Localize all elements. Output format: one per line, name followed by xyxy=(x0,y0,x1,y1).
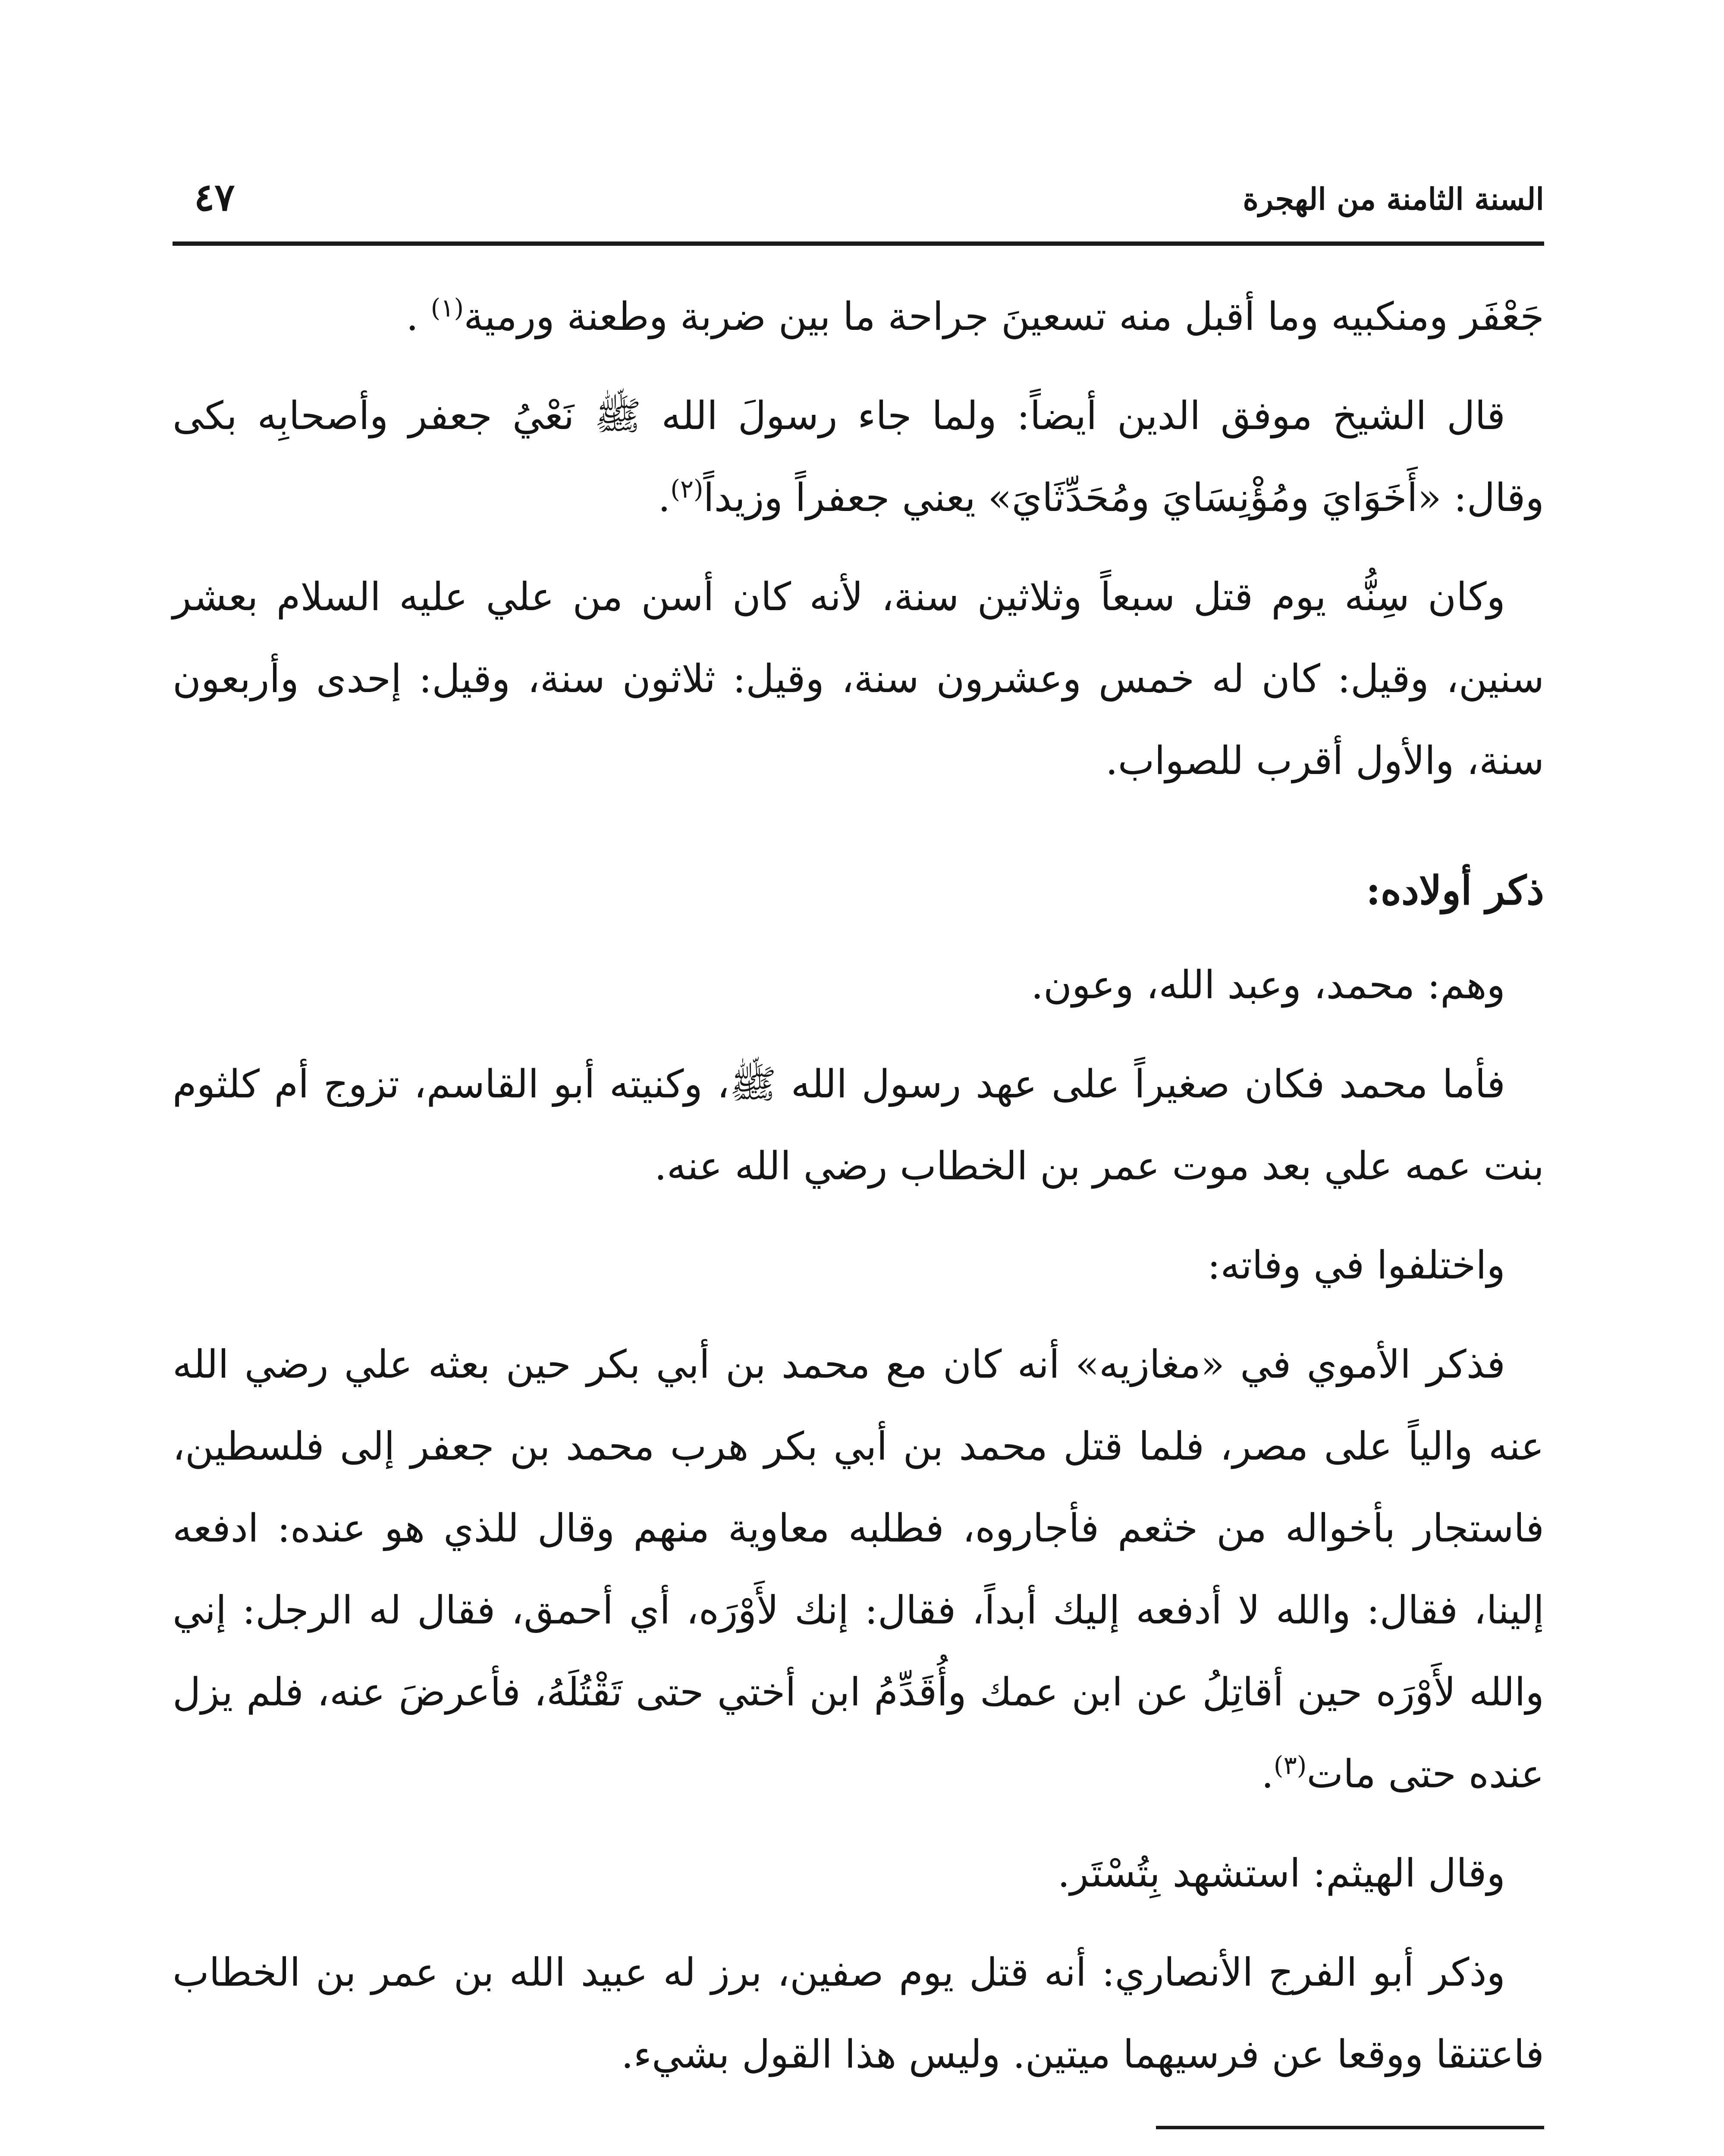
paragraph: واختلفوا في وفاته: xyxy=(1207,1243,1505,1288)
paragraph: وذكر أبو الفرج الأنصاري: أنه قتل يوم صفين، برز له عبيد الله بن عمر بن الخطاب فاعتنقا ووقعا عن فرسيهما ميتين. وليس هذا القول بشيء. xyxy=(173,1950,1544,2077)
paragraph: وهم: محمد، وعبد الله، وعون. xyxy=(1031,962,1505,1008)
main-text xyxy=(173,276,1544,2096)
footnote-ref: (١) xyxy=(430,293,464,323)
paragraph: وقال الهيثم: استشهد بِتُسْتَر. xyxy=(1057,1851,1505,1896)
footnote-ref: (٣) xyxy=(1273,1751,1307,1780)
paragraph: فأما محمد فكان صغيراً على عهد رسول الله ﷺ، وكنيته أبو القاسم، تزوج أم كلثوم بنت عمه علي بعد موت عمر بن الخطاب رضي الله عنه. xyxy=(173,1062,1544,1189)
running-title: السنة الثامنة من الهجرة xyxy=(1243,181,1544,217)
footnote xyxy=(173,2147,1544,2156)
paragraph: قال الشيخ موفق الدين أيضاً: ولما جاء رسولَ الله ﷺ نَعْيُ جعفر وأصحابِه بكى وقال: «أَخَوَايَ ومُؤْنِسَايَ ومُحَدِّثَايَ» يعني جعفراً وزيداً$^{(٢)}$. xyxy=(173,393,1544,520)
footnote-ref: (٢) xyxy=(670,474,703,504)
footnotes xyxy=(173,2147,1544,2156)
book-page xyxy=(173,155,1544,2156)
paragraph: فذكر الأموي في «مغازيه» أنه كان مع محمد بن أبي بكر حين بعثه علي رضي الله عنه والياً على مصر، فلما قتل محمد بن أبي بكر هرب محمد بن جعفر إلى فلسطين، فاستجار بأخواله من خثعم فأجاروه، فطلبه معاوية منهم وقال للذي هو عنده: ادفعه إلينا، فقال: والله لا أدفعه إليك أبداً، فقال: إنك لأَوْرَه، أي أحمق، فقال له الرجل: إني والله لأَوْرَه حين أقاتِلُ عن ابن عمك وأُقَدِّمُ ابن أختي حتى تَقْتُلَهُ، فأعرضَ عنه، فلم يزل عنده حتى مات$^{(٣)}$. xyxy=(173,1342,1544,1797)
section-heading: ذكر أولاده: xyxy=(1366,867,1544,914)
paragraph: جَعْفَر ومنكبيه وما أقبل منه تسعينَ جراحة ما بين ضربة وطعنة ورمية$^{(١)}$ . xyxy=(406,293,1544,339)
paragraph: وكان سِنُّه يوم قتل سبعاً وثلاثين سنة، لأنه كان أسن من علي عليه السلام بعشر سنين، وقيل: كان له خمس وعشرون سنة، وقيل: ثلاثون سنة، وقيل: إحدى وأربعون سنة، والأول أقرب للصواب. xyxy=(173,574,1544,783)
page-number: ٤٧ xyxy=(194,175,235,219)
footnote-divider xyxy=(1156,2126,1544,2129)
page-header xyxy=(173,155,1544,246)
